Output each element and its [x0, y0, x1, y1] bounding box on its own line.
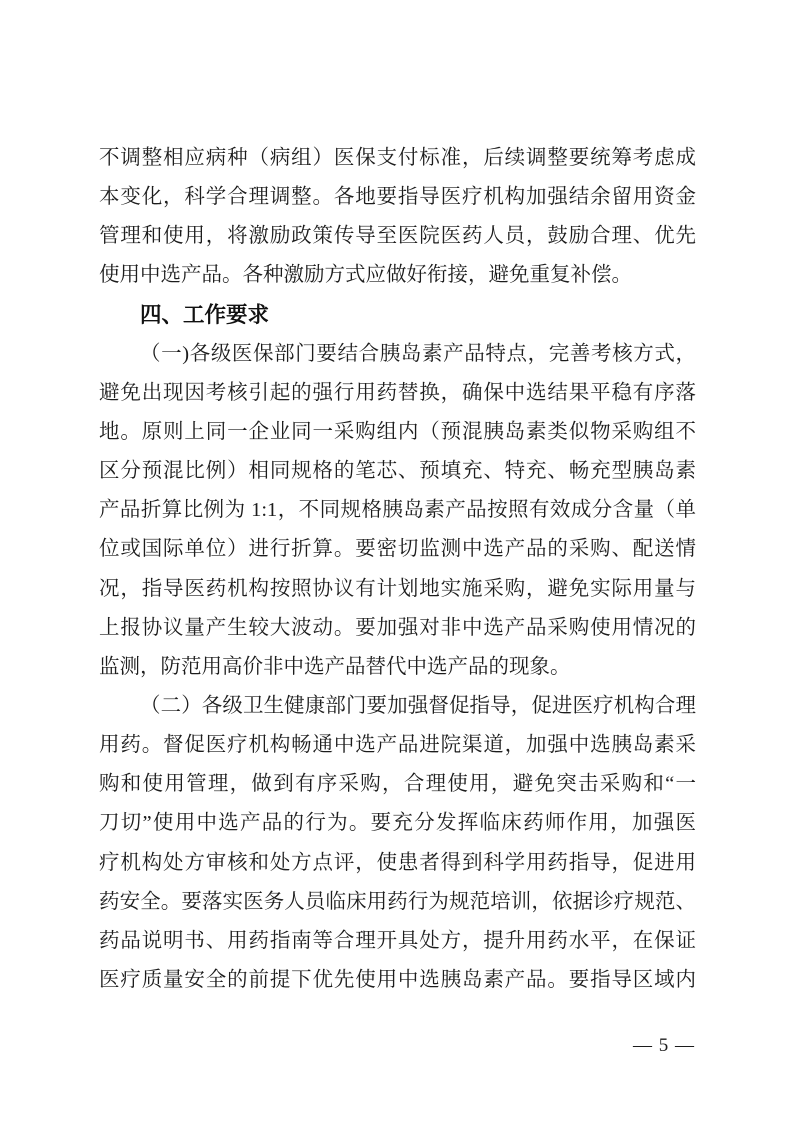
document-body: [99, 139, 696, 1000]
text-line: 使用中选产品。各种激励方式应做好衔接，避免重复补偿。: [99, 264, 632, 287]
text-line: 管理和使用，将激励政策传导至医院医药人员，鼓励合理、优先: [99, 225, 696, 248]
text-line: 不调整相应病种（病组）医保支付标准，后续调整要统筹考虑成: [99, 147, 696, 169]
text-line: 药品说明书、用药指南等合理开具处方，提升用药水平，在保证: [99, 929, 696, 952]
text-line: 上报协议量产生较大波动。要加强对非中选产品采购使用情况的: [99, 616, 696, 639]
text-line: 避免出现因考核引起的强行用药替换，确保中选结果平稳有序落: [99, 381, 696, 404]
text-line: 况，指导医药机构按照协议有计划地实施采购，避免实际用量与: [99, 577, 696, 600]
text-line: 刀切”使用中选产品的行为。要充分发挥临床药师作用，加强医: [99, 812, 696, 835]
text-line: 地。原则上同一企业同一采购组内（预混胰岛素类似物采购组不: [99, 420, 696, 443]
text-line: 药安全。要落实医务人员临床用药行为规范培训，依据诊疗规范、: [99, 890, 696, 913]
text-line: 产品折算比例为 1:1，不同规格胰岛素产品按照有效成分含量（单: [99, 499, 696, 522]
paragraph-two: [99, 687, 696, 1000]
paragraph-continued: [99, 139, 696, 296]
text-line: 监测，防范用高价非中选产品替代中选产品的现象。: [99, 655, 571, 678]
text-line: 用药。督促医疗机构畅通中选产品进院渠道，加强中选胰岛素采: [99, 734, 696, 757]
text-line: （二）各级卫生健康部门要加强督促指导，促进医疗机构合理: [140, 694, 696, 717]
text-line: 购和使用管理，做到有序采购，合理使用，避免突击采购和“一: [99, 773, 696, 796]
text-line: （一)各级医保部门要结合胰岛素产品特点，完善考核方式，: [140, 342, 696, 365]
section-heading-block: [99, 296, 696, 335]
text-line: 本变化，科学合理调整。各地要指导医疗机构加强结余留用资金: [99, 186, 696, 209]
text-line: 疗机构处方审核和处方点评，使患者得到科学用药指导，促进用: [99, 851, 696, 874]
page-number: — 5 —: [633, 1035, 695, 1056]
text-line: 位或国际单位）进行折算。要密切监测中选产品的采购、配送情: [99, 538, 696, 561]
section-heading: 四、工作要求: [140, 302, 270, 327]
text-line: 医疗质量安全的前提下优先使用中选胰岛素产品。要指导区域内: [99, 968, 696, 991]
paragraph-one: [99, 335, 696, 687]
text-line: 区分预混比例）相同规格的笔芯、预填充、特充、畅充型胰岛素: [99, 460, 696, 483]
